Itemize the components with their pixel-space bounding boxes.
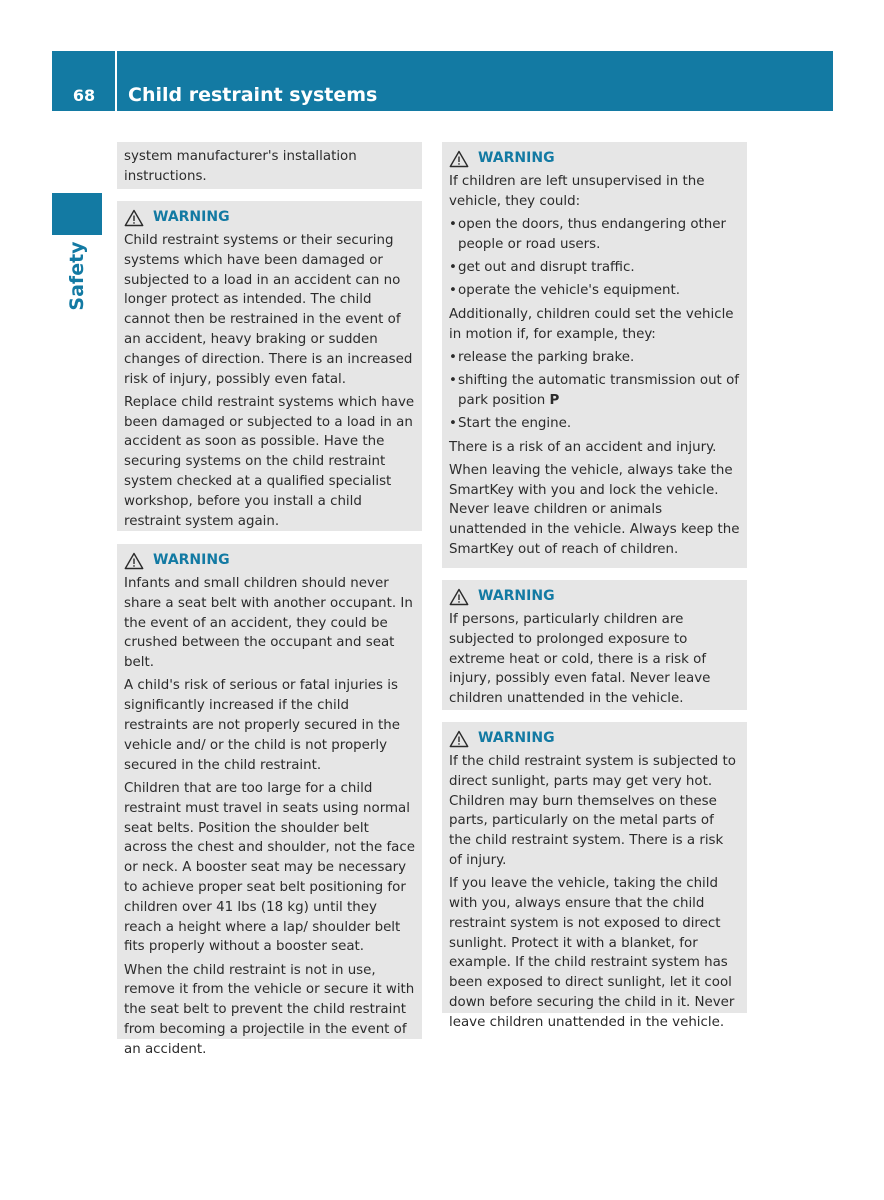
bullet-text: release the parking brake.	[458, 349, 635, 365]
warning-paragraph: If persons, particularly children are subjected to prolonged exposure to extreme heat or cold, there is a risk of injury, possibly even fatal. Never leave children unattended in the vehicle.	[449, 612, 711, 707]
warning-triangle-icon	[124, 552, 144, 570]
intro-text: system manufacturer's installation instructions.	[124, 149, 357, 184]
bullet-text: operate the vehicle's equipment.	[458, 283, 680, 299]
warning-triangle-icon	[124, 209, 144, 227]
warning-paragraph: Replace child restraint systems which have been damaged or subjected to a load in an accident as soon as possible. Have the securing systems on the child restraint system checked at a qualified specialist workshop, before you install a child restraint system again.	[124, 394, 415, 529]
warning-paragraph: When the child restraint is not in use, remove it from the vehicle or secure it with the seat belt to prevent the child restraint from becoming a projectile in the event of an accident.	[124, 962, 415, 1057]
warning-paragraph: Additionally, children could set the vehicle in motion if, for example, they:	[449, 306, 734, 342]
warning-paragraph: There is a risk of an accident and injury.	[449, 439, 717, 455]
bullet-text: get out and disrupt traffic.	[458, 260, 635, 276]
warning-paragraph: If you leave the vehicle, taking the child with you, always ensure that the child restraint system is not exposed to direct sunlight. Protect it with a blanket, for example. If the child restraint system has been exposed to direct sunlight, let it cool down before securing the child in it. Never leave children unattended in the vehicle.	[449, 876, 735, 1030]
warning-paragraph: If the child restraint system is subjected to direct sunlight, parts may get very hot. Children may burn themselves on these parts, particularly on the metal parts of the child restraint system. There is a risk of injury.	[449, 754, 736, 868]
warning-heading	[124, 551, 415, 571]
page-number: 68	[72, 86, 96, 105]
warning-label: WARNING	[478, 730, 555, 747]
warning-heading	[449, 149, 740, 169]
warning-label: WARNING	[478, 150, 555, 167]
bullet-text: Start the engine.	[458, 416, 572, 432]
warning-label: WARNING	[153, 209, 230, 226]
warning-paragraph: Child restraint systems or their securing systems which have been damaged or subjected to a load in an accident can no longer protect as intended. The child cannot then be restrained in the event of an accident, heavy braking or sudden changes of direction. There is an increased risk of injury, possibly even fatal.	[124, 233, 413, 387]
bullet-item: • open the doors, thus endangering other people or road users.	[449, 215, 740, 255]
warning-triangle-icon	[449, 588, 469, 606]
bullet-item: • get out and disrupt traffic.	[449, 258, 740, 278]
intro-box	[117, 142, 422, 189]
warning-label: WARNING	[478, 588, 555, 605]
bullet-text: open the doors, thus endangering other people or road users.	[458, 217, 727, 252]
warning-label: WARNING	[153, 552, 230, 569]
warning-paragraph: When leaving the vehicle, always take the SmartKey with you and lock the vehicle. Never leave children or animals unattended in the vehicle. Always keep the SmartKey out of reach of children.	[449, 462, 740, 558]
bullet-text: shifting the automatic transmission out of park position	[458, 373, 739, 408]
warning-heading	[449, 729, 740, 749]
warning-triangle-icon	[449, 150, 469, 168]
bullet-item: • Start the engine.	[449, 414, 740, 434]
warning-paragraph: Children that are too large for a child restraint must travel in seats using normal seat belts. Position the shoulder belt across the chest and shoulder, not the face or neck. A booster seat may be necessary to achieve proper seat belt positioning for children over 41 lbs (18 kg) until they reach a height where a lap/ shoulder belt fits properly without a booster seat.	[124, 780, 415, 955]
side-tab-label: Safety	[66, 241, 88, 311]
warning-box-direct-sunlight	[442, 722, 747, 1030]
warning-paragraph: A child's risk of serious or fatal injuries is significantly increased if the child restraints are not properly secured in the vehicle and/ or the child is not properly secured in the child restraint.	[124, 678, 400, 773]
warning-box-unsupervised-children	[442, 142, 747, 568]
warning-box-extreme-temperature	[442, 580, 747, 710]
warning-box-seat-belts	[117, 544, 422, 1057]
warning-paragraph: Infants and small children should never share a seat belt with another occupant. In the event of an accident, they could be crushed between the occupant and seat belt.	[124, 576, 413, 671]
page-title: Child restraint systems	[128, 84, 378, 106]
warning-heading	[124, 208, 415, 228]
warning-heading	[449, 587, 740, 607]
warning-box-damaged-restraints	[117, 201, 422, 531]
bullet-item: • release the parking brake.	[449, 348, 740, 368]
park-position-symbol: P	[549, 392, 560, 408]
bullet-item: • shifting the automatic transmission out of park position P	[449, 373, 739, 408]
bullet-item: • operate the vehicle's equipment.	[449, 281, 740, 301]
warning-triangle-icon	[449, 730, 469, 748]
side-tab-marker	[52, 193, 102, 235]
warning-paragraph: If children are left unsupervised in the vehicle, they could:	[449, 174, 705, 209]
